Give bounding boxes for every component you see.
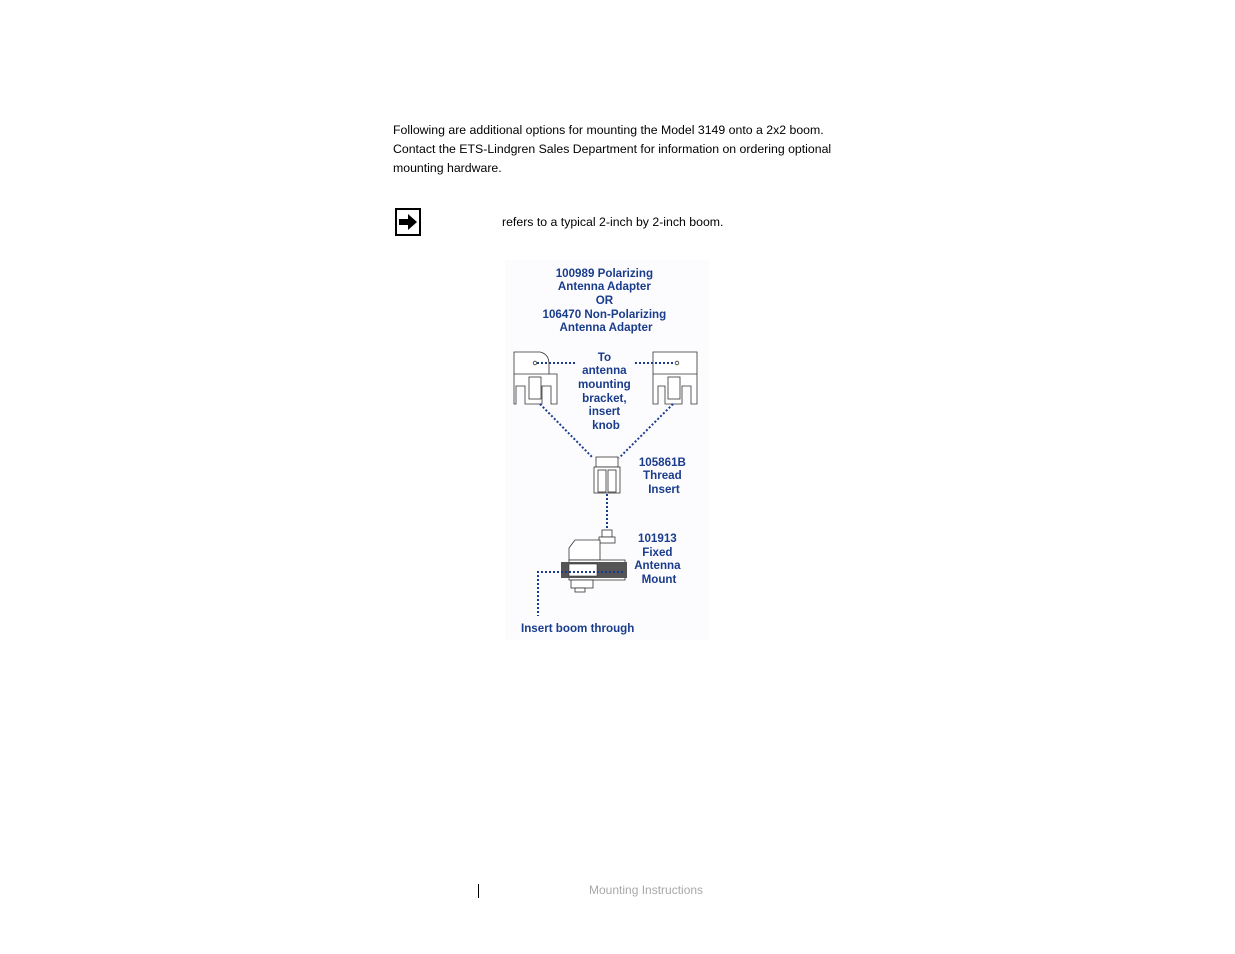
thread-insert-label-line: Thread — [643, 469, 682, 482]
intro-paragraph — [393, 121, 853, 179]
thread-insert-label-line: Insert — [648, 483, 680, 496]
mounting-diagram — [505, 260, 710, 640]
intro-line: mounting hardware. — [393, 161, 502, 176]
mount-label-line: 101913 — [638, 532, 677, 545]
intro-line: Contact the ETS-Lindgren Sales Department for information on ordering optional — [393, 142, 832, 157]
bracket-label-line: To — [597, 351, 612, 364]
adapter-label-line: Antenna Adapter — [559, 321, 653, 334]
thread-insert-label-line: 105861B — [638, 456, 686, 469]
adapter-label-line: 106470 Non-Polarizing — [542, 308, 667, 321]
bracket-label-line: knob — [592, 419, 620, 432]
footer-divider — [478, 884, 479, 898]
boom-label: Insert boom through — [521, 622, 635, 635]
bracket-label-line: mounting — [577, 378, 631, 391]
mount-label-line: Fixed — [642, 546, 673, 559]
adapter-label-line: OR — [595, 294, 614, 307]
mount-label-line: Mount — [641, 573, 677, 586]
mount-label-line: Antenna — [634, 559, 681, 572]
arrow-right-icon — [395, 208, 421, 236]
adapter-label-line: 100989 Polarizing — [555, 267, 654, 280]
note-text: refers to a typical 2-inch by 2-inch boom. — [502, 215, 724, 229]
bracket-label-line: insert — [588, 405, 621, 418]
bracket-label-line: antenna — [582, 364, 627, 377]
bracket-label-line: bracket, — [582, 392, 627, 405]
thread-insert — [594, 457, 620, 493]
footer-section-title: Mounting Instructions — [589, 883, 704, 897]
adapter-label-line: Antenna Adapter — [557, 280, 651, 293]
mount-label — [634, 532, 684, 586]
intro-line: Following are additional options for mounting the Model 3149 onto a 2x2 boom. — [393, 123, 824, 137]
